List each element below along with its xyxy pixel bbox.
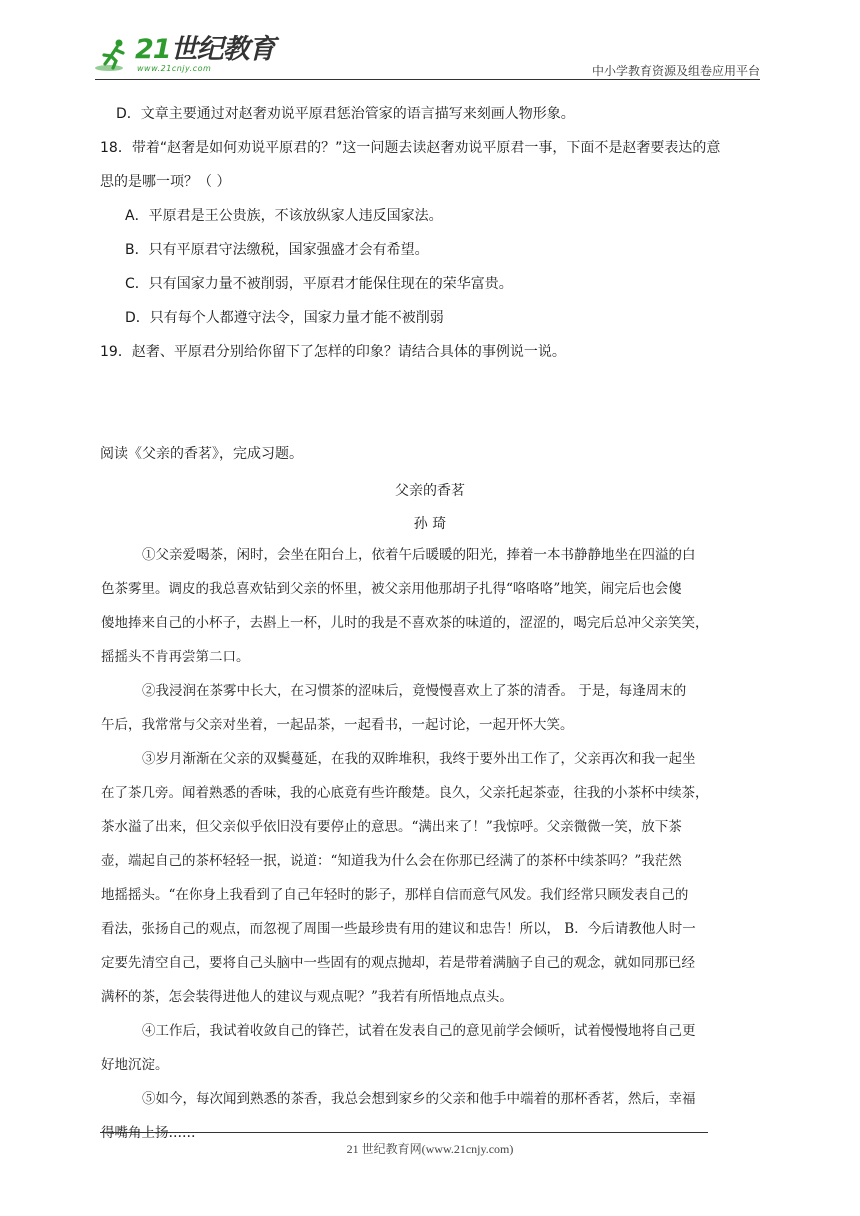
paragraph-line: 摇摇头不肯再尝第二口。 — [101, 649, 250, 665]
q18-stem-line-1: 18．带着“赵奢是如何劝说平原君的？”这一问题去读赵奢劝说平原君一事，下面不是赵奢要表达的意 — [100, 140, 721, 156]
logo-wordmark: 21世纪教育 — [135, 34, 275, 65]
q18-stem-line-2: 思的是哪一项？（ ） — [100, 174, 231, 190]
paragraph-line: 色茶雾里。调皮的我总喜欢钻到父亲的怀里，被父亲用他那胡子扎得“咯咯咯”地笑，闹完后也会傻 — [101, 581, 682, 597]
q18-option-b: B．只有平原君守法缴税，国家强盛才会有希望。 — [125, 242, 429, 258]
paragraph-line: 茶水溢了出来，但父亲似乎依旧没有要停止的意思。“满出来了！”我惊呼。父亲微微一笑，放下茶 — [101, 819, 682, 835]
footer-divider — [100, 1132, 708, 1133]
platform-name: 中小学教育资源及组卷应用平台 — [591, 64, 760, 78]
header-divider — [95, 79, 760, 80]
article-author: 孙 琦 — [413, 516, 447, 532]
page-header — [95, 30, 760, 80]
paragraph-line: 壶，端起自己的茶杯轻轻一抿，说道：“知道我为什么会在你那已经满了的茶杯中续茶吗？”我茫然 — [101, 853, 682, 869]
paragraph-line: 定要先清空自己，要将自己头脑中一些固有的观点抛却，若是带着满脑子自己的观念，就如同那已经 — [101, 955, 695, 971]
paragraph-line: 傻地捧来自己的小杯子，去斟上一杯，儿时的我是不喜欢茶的味道的，涩涩的，喝完后总冲父亲笑笑， — [101, 615, 709, 631]
paragraph-line: 地摇摇头。“在你身上我看到了自己年轻时的影子，那样自信而意气风发。我们经常只顾发表自己的 — [101, 887, 689, 903]
paragraph-line: 得嘴角上扬…… — [101, 1125, 196, 1141]
paragraph-line: ③岁月渐渐在父亲的双鬓蔓延，在我的双眸堆积，我终于要外出工作了，父亲再次和我一起坐 — [142, 751, 696, 767]
q18-option-c: C．只有国家力量不被削弱，平原君才能保住现在的荣华富贵。 — [125, 276, 513, 292]
paragraph-line: ④工作后，我试着收敛自己的锋芒，试着在发表自己的意见前学会倾听，试着慢慢地将自己更 — [142, 1023, 696, 1039]
article-title: 父亲的香茗 — [395, 483, 465, 499]
site-logo — [95, 36, 275, 73]
reading-intro: 阅读《父亲的香茗》，完成习题。 — [100, 446, 303, 462]
paragraph-line: 在了茶几旁。闻着熟悉的香味，我的心底竟有些许酸楚。良久，父亲托起茶壶，往我的小茶杯中续茶， — [101, 785, 709, 801]
paragraph-line: ②我浸润在茶雾中长大，在习惯茶的涩味后，竟慢慢喜欢上了茶的清香。 于是，每逢周末的 — [142, 683, 687, 699]
q19-stem: 19．赵奢、平原君分别给你留下了怎样的印象？请结合具体的事例说一说。 — [100, 344, 566, 360]
paragraph-line: ⑤如今，每次闻到熟悉的茶香，我总会想到家乡的父亲和他手中端着的那杯香茗，然后，幸福 — [142, 1091, 696, 1107]
runner-logo-icon — [95, 37, 131, 73]
q18-option-a: A．平原君是王公贵族，不该放纵家人违反国家法。 — [125, 208, 443, 224]
q18-option-d: D．只有每个人都遵守法令，国家力量才能不被削弱 — [125, 310, 444, 326]
paragraph-line: 好地沉淀。 — [101, 1057, 169, 1073]
paragraph-line: 午后，我常常与父亲对坐着，一起品茶，一起看书，一起讨论，一起开怀大笑。 — [101, 717, 574, 733]
logo-url: www.21cnjy.com — [137, 64, 212, 73]
paragraph-line: 看法，张扬自己的观点，而忽视了周围一些最珍贵有用的建议和忠告！所以， B．今后请教他人时一 — [101, 921, 696, 937]
footer-text: 21 世纪教育网(www.21cnjy.com) — [346, 1142, 514, 1156]
paragraph-line: ①父亲爱喝茶，闲时，会坐在阳台上，依着午后暖暖的阳光，捧着一本书静静地坐在四溢的白 — [142, 547, 696, 563]
q17-option-d: D．文章主要通过对赵奢劝说平原君惩治管家的语言描写来刻画人物形象。 — [116, 106, 575, 122]
paragraph-line: 满杯的茶，怎会装得进他人的建议与观点呢？”我若有所悟地点点头。 — [101, 989, 513, 1005]
